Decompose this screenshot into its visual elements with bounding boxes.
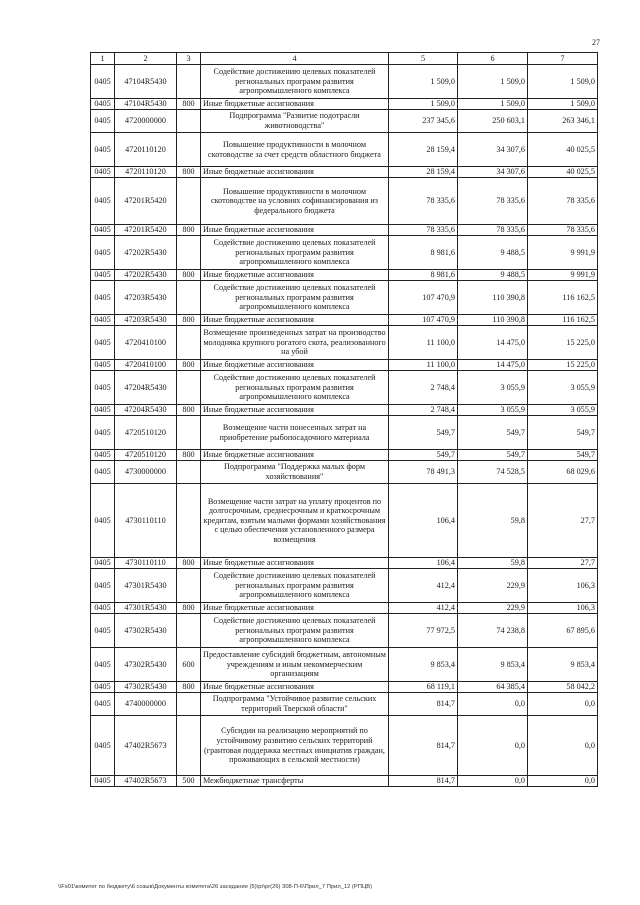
target-code-cell: 47203R5430 [115,315,177,326]
amount-col6-cell: 34 307,6 [458,133,528,167]
table-row [91,416,598,450]
description-cell: Иные бюджетные ассигнования [201,405,389,416]
expense-type-cell [177,133,201,167]
section-code-cell: 0405 [91,236,115,270]
expense-type-cell [177,693,201,716]
column-header: 5 [389,53,458,65]
description-cell: Содействие достижению целевых показателей региональных программ развития агропромышленного комплекса [201,65,389,99]
table-body [91,65,598,787]
amount-col5-cell: 107 470,9 [389,281,458,315]
amount-col6-cell: 14 475,0 [458,326,528,360]
target-code-cell: 4720510120 [115,450,177,461]
target-code-cell: 47201R5420 [115,225,177,236]
section-code-cell: 0405 [91,716,115,776]
target-code-cell: 47201R5420 [115,178,177,225]
expense-type-cell: 800 [177,682,201,693]
amount-col5-cell: 412,4 [389,603,458,614]
amount-col6-cell: 0,0 [458,716,528,776]
target-code-cell: 47301R5430 [115,569,177,603]
amount-col5-cell: 11 100,0 [389,360,458,371]
target-code-cell: 4720510120 [115,416,177,450]
amount-col6-cell: 78 335,6 [458,225,528,236]
expense-type-cell [177,461,201,484]
amount-col5-cell: 814,7 [389,693,458,716]
section-code-cell: 0405 [91,360,115,371]
expense-type-cell [177,326,201,360]
expense-type-cell: 800 [177,450,201,461]
description-cell: Иные бюджетные ассигнования [201,360,389,371]
expense-type-cell [177,236,201,270]
table-row [91,693,598,716]
description-cell: Возмещение произведенных затрат на производство молодняка крупного рогатого скота, реализованного на убой [201,326,389,360]
description-cell: Субсидии на реализацию мероприятий по устойчивому развитию сельских территорий (грантовая поддержка местных инициатив граждан, проживающих в сельской местности) [201,716,389,776]
amount-col6-cell: 34 307,6 [458,167,528,178]
amount-col6-cell: 9 853,4 [458,648,528,682]
amount-col6-cell: 549,7 [458,450,528,461]
amount-col5-cell: 8 981,6 [389,236,458,270]
amount-col5-cell: 78 335,6 [389,225,458,236]
amount-col6-cell: 229,9 [458,569,528,603]
target-code-cell: 47202R5430 [115,270,177,281]
column-header: 1 [91,53,115,65]
expense-type-cell: 800 [177,405,201,416]
table-row [91,450,598,461]
column-header: 3 [177,53,201,65]
table-row [91,65,598,99]
expense-type-cell [177,416,201,450]
section-code-cell: 0405 [91,450,115,461]
section-code-cell: 0405 [91,569,115,603]
description-cell: Возмещение части затрат на уплату процентов по долгосрочным, среднесрочным и краткосрочным кредитам, взятым малыми формами хозяйствования с целью обеспечения установленного размера возмещения [201,484,389,558]
amount-col6-cell: 14 475,0 [458,360,528,371]
amount-col5-cell: 237 345,6 [389,110,458,133]
table-row [91,461,598,484]
description-cell: Подпрограмма "Поддержка малых форм хозяйствования" [201,461,389,484]
section-code-cell: 0405 [91,776,115,787]
section-code-cell: 0405 [91,614,115,648]
section-code-cell: 0405 [91,281,115,315]
section-code-cell: 0405 [91,558,115,569]
amount-col6-cell: 74 238,8 [458,614,528,648]
target-code-cell: 4730000000 [115,461,177,484]
table-row [91,603,598,614]
section-code-cell: 0405 [91,461,115,484]
amount-col6-cell: 0,0 [458,693,528,716]
amount-col6-cell: 1 509,0 [458,99,528,110]
target-code-cell: 47204R5430 [115,371,177,405]
amount-col7-cell: 549,7 [528,416,598,450]
amount-col6-cell: 9 488,5 [458,270,528,281]
description-cell: Иные бюджетные ассигнования [201,270,389,281]
section-code-cell: 0405 [91,603,115,614]
description-cell: Иные бюджетные ассигнования [201,558,389,569]
amount-col5-cell: 549,7 [389,416,458,450]
expense-type-cell [177,371,201,405]
amount-col7-cell: 67 895,6 [528,614,598,648]
amount-col7-cell: 15 225,0 [528,326,598,360]
amount-col5-cell: 78 335,6 [389,178,458,225]
description-cell: Предоставление субсидий бюджетным, автономным учреждениям и иным некоммерческим организациям [201,648,389,682]
amount-col5-cell: 77 972,5 [389,614,458,648]
amount-col7-cell: 9 853,4 [528,648,598,682]
description-cell: Содействие достижению целевых показателей региональных программ развития агропромышленного комплекса [201,614,389,648]
target-code-cell: 4730110110 [115,558,177,569]
amount-col5-cell: 1 509,0 [389,65,458,99]
section-code-cell: 0405 [91,405,115,416]
amount-col5-cell: 9 853,4 [389,648,458,682]
target-code-cell: 4740000000 [115,693,177,716]
description-cell: Иные бюджетные ассигнования [201,682,389,693]
target-code-cell: 47302R5430 [115,682,177,693]
amount-col5-cell: 814,7 [389,716,458,776]
amount-col5-cell: 814,7 [389,776,458,787]
table-row [91,484,598,558]
table-row [91,270,598,281]
amount-col7-cell: 27,7 [528,484,598,558]
amount-col7-cell: 1 509,0 [528,99,598,110]
amount-col7-cell: 263 346,1 [528,110,598,133]
column-header: 6 [458,53,528,65]
amount-col6-cell: 9 488,5 [458,236,528,270]
budget-table [90,52,598,787]
expense-type-cell [177,716,201,776]
section-code-cell: 0405 [91,99,115,110]
amount-col6-cell: 64 385,4 [458,682,528,693]
target-code-cell: 4720110120 [115,133,177,167]
table-row [91,167,598,178]
expense-type-cell: 500 [177,776,201,787]
target-code-cell: 47302R5430 [115,614,177,648]
target-code-cell: 47104R5430 [115,65,177,99]
column-header: 4 [201,53,389,65]
amount-col5-cell: 106,4 [389,484,458,558]
page-number: 27 [592,38,600,47]
amount-col7-cell: 1 509,0 [528,65,598,99]
column-header: 7 [528,53,598,65]
amount-col6-cell: 549,7 [458,416,528,450]
description-cell: Содействие достижению целевых показателей региональных программ развития агропромышленного комплекса [201,569,389,603]
expense-type-cell [177,65,201,99]
amount-col7-cell: 116 162,5 [528,281,598,315]
expense-type-cell [177,178,201,225]
description-cell: Подпрограмма "Развитие подотрасли животноводства" [201,110,389,133]
table-row [91,326,598,360]
target-code-cell: 47402R5673 [115,776,177,787]
amount-col7-cell: 3 055,9 [528,371,598,405]
amount-col5-cell: 549,7 [389,450,458,461]
target-code-cell: 47402R5673 [115,716,177,776]
amount-col7-cell: 0,0 [528,776,598,787]
table-row [91,360,598,371]
amount-col6-cell: 3 055,9 [458,405,528,416]
description-cell: Подпрограмма "Устойчивое развитие сельских территорий Тверской области" [201,693,389,716]
target-code-cell: 47104R5430 [115,99,177,110]
amount-col7-cell: 549,7 [528,450,598,461]
table-row [91,371,598,405]
expense-type-cell [177,281,201,315]
amount-col6-cell: 0,0 [458,776,528,787]
expense-type-cell: 800 [177,270,201,281]
description-cell: Содействие достижению целевых показателей региональных программ развития агропромышленного комплекса [201,371,389,405]
target-code-cell: 4720410100 [115,360,177,371]
amount-col5-cell: 106,4 [389,558,458,569]
expense-type-cell: 800 [177,99,201,110]
amount-col6-cell: 1 509,0 [458,65,528,99]
amount-col7-cell: 58 042,2 [528,682,598,693]
description-cell: Иные бюджетные ассигнования [201,99,389,110]
table-row [91,682,598,693]
table-row [91,110,598,133]
expense-type-cell: 800 [177,603,201,614]
table-row [91,225,598,236]
amount-col5-cell: 11 100,0 [389,326,458,360]
table-row [91,648,598,682]
section-code-cell: 0405 [91,133,115,167]
table-row [91,569,598,603]
section-code-cell: 0405 [91,484,115,558]
description-cell: Межбюджетные трансферты [201,776,389,787]
table-row [91,178,598,225]
amount-col7-cell: 0,0 [528,716,598,776]
table-row [91,99,598,110]
amount-col6-cell: 250 603,1 [458,110,528,133]
amount-col7-cell: 9 991,9 [528,270,598,281]
description-cell: Содействие достижению целевых показателей региональных программ развития агропромышленного комплекса [201,236,389,270]
expense-type-cell: 800 [177,360,201,371]
amount-col5-cell: 8 981,6 [389,270,458,281]
table-row [91,558,598,569]
amount-col5-cell: 78 491,3 [389,461,458,484]
amount-col6-cell: 110 390,8 [458,315,528,326]
table-header-row [91,53,598,65]
section-code-cell: 0405 [91,65,115,99]
section-code-cell: 0405 [91,371,115,405]
table-row [91,405,598,416]
expense-type-cell: 800 [177,558,201,569]
amount-col7-cell: 68 029,6 [528,461,598,484]
file-path-footer: \\Fs01\комитет по бюджету\6 созыв\Документы комитета\26 заседание (5)\pr\pr(26) 308-П-6\Прил_7 Прил_12 (РПЦВ) [58,884,373,890]
amount-col6-cell: 78 335,6 [458,178,528,225]
target-code-cell: 4720110120 [115,167,177,178]
description-cell: Повышение продуктивности в молочном скотоводстве на условиях софинансирования из федерального бюджета [201,178,389,225]
description-cell: Иные бюджетные ассигнования [201,167,389,178]
amount-col5-cell: 2 748,4 [389,371,458,405]
amount-col6-cell: 229,9 [458,603,528,614]
description-cell: Содействие достижению целевых показателей региональных программ развития агропромышленного комплекса [201,281,389,315]
amount-col7-cell: 78 335,6 [528,178,598,225]
amount-col5-cell: 28 159,4 [389,133,458,167]
amount-col5-cell: 1 509,0 [389,99,458,110]
section-code-cell: 0405 [91,315,115,326]
amount-col5-cell: 28 159,4 [389,167,458,178]
section-code-cell: 0405 [91,167,115,178]
target-code-cell: 47202R5430 [115,236,177,270]
section-code-cell: 0405 [91,270,115,281]
description-cell: Иные бюджетные ассигнования [201,450,389,461]
table-row [91,133,598,167]
amount-col6-cell: 3 055,9 [458,371,528,405]
expense-type-cell: 800 [177,315,201,326]
expense-type-cell: 800 [177,225,201,236]
expense-type-cell: 600 [177,648,201,682]
expense-type-cell [177,110,201,133]
amount-col7-cell: 116 162,5 [528,315,598,326]
target-code-cell: 4720000000 [115,110,177,133]
target-code-cell: 47203R5430 [115,281,177,315]
section-code-cell: 0405 [91,648,115,682]
amount-col7-cell: 78 335,6 [528,225,598,236]
table-row [91,315,598,326]
target-code-cell: 47302R5430 [115,648,177,682]
section-code-cell: 0405 [91,416,115,450]
amount-col7-cell: 40 025,5 [528,133,598,167]
amount-col5-cell: 68 119,1 [389,682,458,693]
section-code-cell: 0405 [91,225,115,236]
amount-col6-cell: 59,8 [458,558,528,569]
amount-col7-cell: 0,0 [528,693,598,716]
section-code-cell: 0405 [91,682,115,693]
section-code-cell: 0405 [91,326,115,360]
description-cell: Возмещение части понесенных затрат на приобретение рыбопосадочного материала [201,416,389,450]
amount-col6-cell: 74 528,5 [458,461,528,484]
table-row [91,281,598,315]
expense-type-cell: 800 [177,167,201,178]
amount-col6-cell: 59,8 [458,484,528,558]
table-row [91,236,598,270]
section-code-cell: 0405 [91,110,115,133]
description-cell: Иные бюджетные ассигнования [201,225,389,236]
amount-col5-cell: 412,4 [389,569,458,603]
description-cell: Иные бюджетные ассигнования [201,603,389,614]
description-cell: Иные бюджетные ассигнования [201,315,389,326]
section-code-cell: 0405 [91,693,115,716]
table-row [91,614,598,648]
table-row [91,776,598,787]
target-code-cell: 47301R5430 [115,603,177,614]
amount-col7-cell: 106,3 [528,603,598,614]
target-code-cell: 4720410100 [115,326,177,360]
expense-type-cell [177,614,201,648]
column-header: 2 [115,53,177,65]
expense-type-cell [177,484,201,558]
amount-col7-cell: 15 225,0 [528,360,598,371]
amount-col7-cell: 9 991,9 [528,236,598,270]
amount-col5-cell: 2 748,4 [389,405,458,416]
amount-col7-cell: 40 025,5 [528,167,598,178]
section-code-cell: 0405 [91,178,115,225]
target-code-cell: 4730110110 [115,484,177,558]
description-cell: Повышение продуктивности в молочном скотоводстве за счет средств областного бюджета [201,133,389,167]
amount-col7-cell: 27,7 [528,558,598,569]
amount-col7-cell: 3 055,9 [528,405,598,416]
amount-col7-cell: 106,3 [528,569,598,603]
amount-col6-cell: 110 390,8 [458,281,528,315]
expense-type-cell [177,569,201,603]
table-row [91,716,598,776]
target-code-cell: 47204R5430 [115,405,177,416]
amount-col5-cell: 107 470,9 [389,315,458,326]
